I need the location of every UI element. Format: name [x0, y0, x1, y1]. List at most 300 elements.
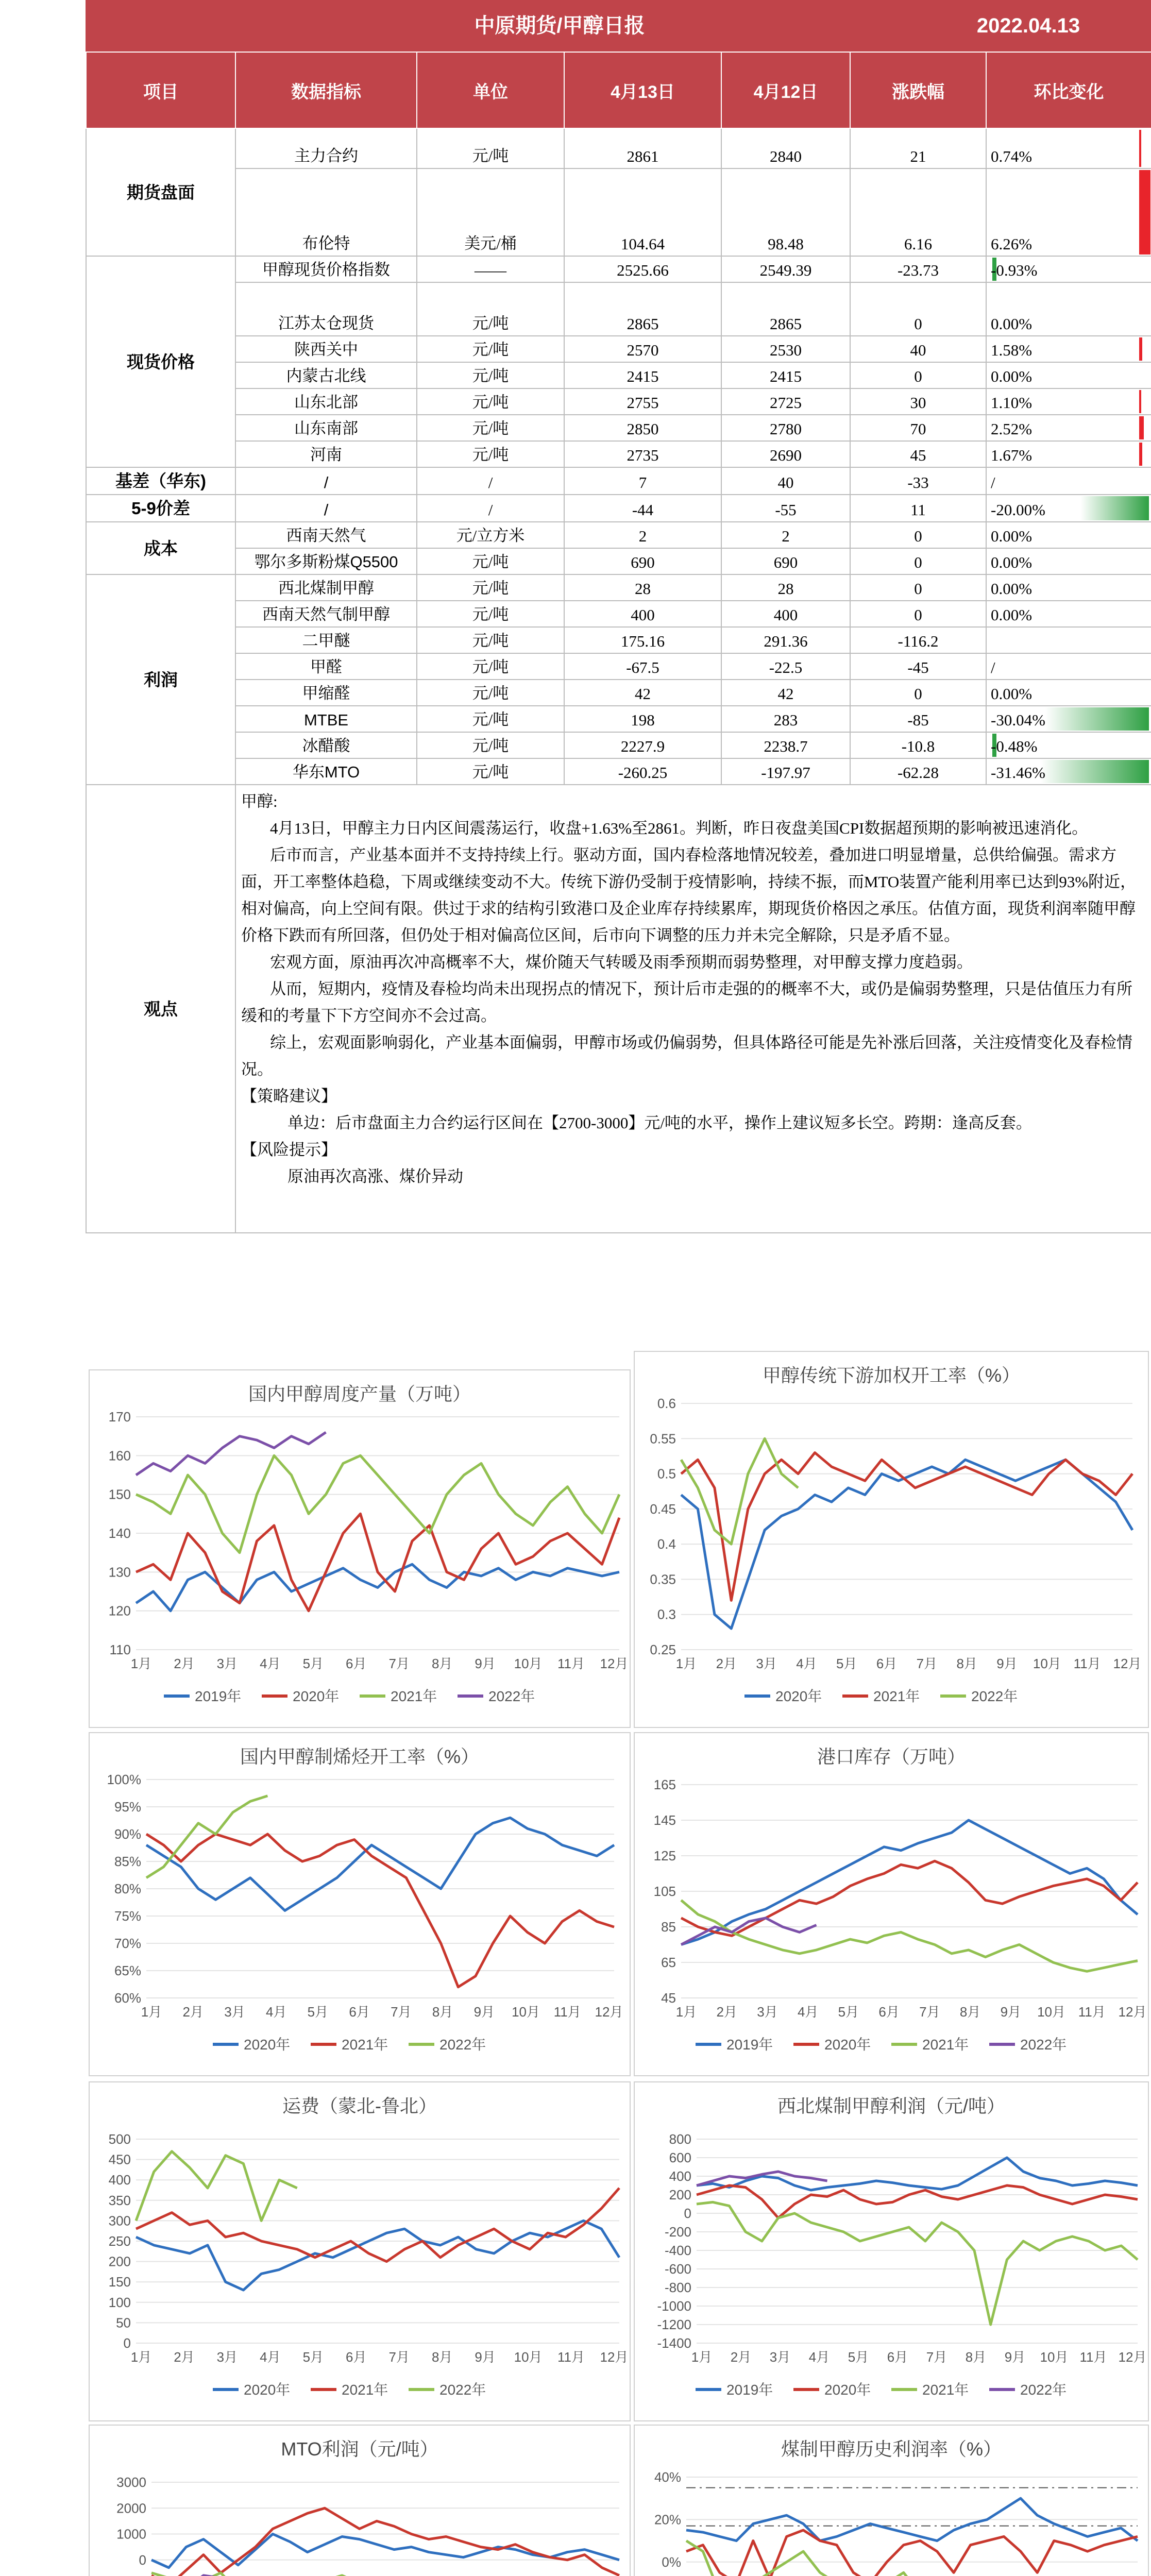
y-tick-label: 350 — [108, 2192, 131, 2208]
y-tick-label: 0.5 — [657, 1466, 676, 1482]
unit-cell: 元/吨 — [417, 732, 564, 758]
value-cell: 2238.7 — [721, 732, 850, 758]
table-row — [86, 168, 1151, 256]
chart-title: MTO利润（元/吨） — [281, 2438, 438, 2460]
chart-c1 — [89, 1369, 631, 1728]
x-tick-label: 4月 — [265, 2004, 287, 2020]
diff-cell: 0 — [850, 601, 986, 627]
y-tick-label: 0% — [662, 2554, 681, 2570]
table-row — [86, 415, 1151, 441]
chart-title: 西北煤制甲醇利润（元/吨） — [777, 2095, 1006, 2116]
unit-cell: 元/吨 — [417, 388, 564, 415]
value-cell: 2525.66 — [564, 256, 721, 282]
unit-cell: 元/吨 — [417, 653, 564, 680]
change-value: -30.04% — [991, 711, 1045, 729]
value-cell: 2780 — [721, 415, 850, 441]
x-tick-label: 5月 — [838, 2004, 859, 2020]
change-databar — [1139, 130, 1141, 167]
col-header: 项目 — [86, 52, 235, 128]
value-cell: 98.48 — [721, 168, 850, 256]
x-tick-label: 3月 — [769, 2349, 791, 2365]
value-cell: 2530 — [721, 336, 850, 362]
x-tick-label: 8月 — [956, 1656, 977, 1671]
y-tick-label: 2000 — [116, 2500, 146, 2516]
x-tick-label: 6月 — [887, 2349, 908, 2365]
table-row — [86, 653, 1151, 680]
table-row — [86, 441, 1151, 467]
series-line — [136, 2221, 619, 2290]
y-tick-label: 110 — [109, 1642, 131, 1657]
table-row — [86, 256, 1151, 282]
col-header: 涨跌幅 — [850, 52, 986, 128]
y-tick-label: 85 — [661, 1919, 676, 1935]
x-tick-label: 7月 — [916, 1656, 938, 1671]
y-tick-label: 95% — [114, 1799, 141, 1815]
y-tick-label: 100% — [107, 1772, 141, 1787]
table-row — [86, 467, 1151, 495]
value-cell: 400 — [721, 601, 850, 627]
value-cell: 42 — [721, 680, 850, 706]
y-tick-label: 170 — [108, 1409, 131, 1425]
y-tick-label: 0.35 — [650, 1571, 676, 1587]
x-tick-label: 11月 — [1073, 1656, 1101, 1671]
legend-label: 2022年 — [488, 1688, 535, 1704]
section-label: 利润 — [86, 574, 235, 785]
unit-cell: —— — [417, 256, 564, 282]
y-tick-label: 0 — [123, 2335, 131, 2351]
value-cell: 2850 — [564, 415, 721, 441]
change-value: 0.00% — [991, 367, 1032, 385]
y-tick-label: 0.55 — [650, 1431, 676, 1447]
indicator-cell: 甲醛 — [235, 653, 417, 680]
legend-label: 2021年 — [922, 2037, 969, 2053]
diff-cell: 6.16 — [850, 168, 986, 256]
x-tick-label: 2月 — [174, 2349, 195, 2365]
x-tick-label: 3月 — [757, 2004, 778, 2020]
legend-label: 2020年 — [244, 2382, 291, 2398]
chart-svg — [635, 1733, 1148, 2075]
change-cell — [986, 256, 1151, 282]
indicator-cell: 鄂尔多斯粉煤Q5500 — [235, 548, 417, 574]
value-cell: -260.25 — [564, 758, 721, 785]
y-tick-label: -1400 — [657, 2335, 691, 2351]
chart-c8 — [634, 2425, 1149, 2576]
change-cell — [986, 128, 1151, 168]
x-tick-label: 10月 — [1040, 2349, 1069, 2365]
series-line — [681, 1438, 798, 1544]
chart-svg — [635, 1352, 1148, 1727]
x-tick-label: 2月 — [716, 2004, 737, 2020]
change-value: -31.46% — [991, 764, 1045, 782]
section-label: 期货盘面 — [86, 128, 235, 256]
indicator-cell: 西南天然气 — [235, 522, 417, 548]
legend-label: 2020年 — [293, 1688, 340, 1704]
diff-cell: 0 — [850, 282, 986, 336]
change-cell — [986, 168, 1151, 256]
y-tick-label: 600 — [669, 2150, 691, 2165]
unit-cell: 元/吨 — [417, 282, 564, 336]
legend-label: 2021年 — [873, 1688, 920, 1704]
report-title: 中原期货/甲醇日报 — [474, 14, 645, 37]
series-line — [151, 2534, 619, 2568]
table-row — [86, 495, 1151, 522]
chart-c7 — [89, 2425, 631, 2576]
series-line — [151, 2573, 619, 2576]
chart-c3 — [89, 1732, 631, 2076]
legend-label: 2020年 — [824, 2037, 871, 2053]
unit-cell: 美元/桶 — [417, 168, 564, 256]
y-tick-label: 160 — [108, 1448, 131, 1464]
x-tick-label: 8月 — [432, 2004, 453, 2020]
y-tick-label: 0.6 — [657, 1396, 676, 1411]
value-cell: -22.5 — [721, 653, 850, 680]
change-cell — [986, 706, 1151, 732]
diff-cell: 11 — [850, 495, 986, 522]
value-cell: 2549.39 — [721, 256, 850, 282]
viewpoint-paragraph: 宏观方面，原油再次冲高概率不大，煤价随天气转暖及雨季预期而弱势整理，对甲醇支撑力度趋弱。 — [270, 953, 973, 971]
legend-label: 2022年 — [439, 2037, 486, 2053]
value-cell: 2570 — [564, 336, 721, 362]
change-cell — [986, 415, 1151, 441]
legend-label: 2021年 — [342, 2382, 388, 2398]
y-tick-label: 1000 — [116, 2526, 146, 2542]
y-tick-label: 40% — [654, 2469, 681, 2485]
x-tick-label: 10月 — [512, 2004, 540, 2020]
x-tick-label: 5月 — [836, 1656, 857, 1671]
y-tick-label: 500 — [108, 2131, 131, 2147]
value-cell: 2725 — [721, 388, 850, 415]
change-cell — [986, 653, 1151, 680]
y-tick-label: 125 — [653, 1848, 676, 1863]
unit-cell: 元/吨 — [417, 706, 564, 732]
x-tick-label: 10月 — [514, 2349, 543, 2365]
chart-svg — [635, 2082, 1148, 2420]
y-tick-label: 300 — [108, 2213, 131, 2229]
legend-label: 2021年 — [391, 1688, 437, 1704]
legend-label: 2022年 — [971, 1688, 1018, 1704]
value-cell: 40 — [721, 467, 850, 495]
y-tick-label: 80% — [114, 1881, 141, 1896]
y-tick-label: 90% — [114, 1826, 141, 1842]
viewpoint-paragraph: 单边：后市盘面主力合约运行区间在【2700-3000】元/吨的水平，操作上建议短多长空。跨期：逢高反套。 — [287, 1114, 1032, 1132]
y-tick-label: 450 — [108, 2151, 131, 2167]
series-line — [136, 2151, 297, 2221]
change-value: 1.58% — [991, 341, 1032, 359]
chart-title: 甲醇传统下游加权开工率（%） — [762, 1365, 1021, 1386]
x-tick-label: 12月 — [600, 2349, 629, 2365]
unit-cell: 元/吨 — [417, 574, 564, 601]
x-tick-label: 1月 — [141, 2004, 162, 2020]
change-cell — [986, 680, 1151, 706]
change-value: 0.00% — [991, 315, 1032, 333]
y-tick-label: 3000 — [116, 2475, 146, 2490]
table-row — [86, 574, 1151, 601]
change-value: 0.00% — [991, 606, 1032, 624]
value-cell: 2865 — [564, 282, 721, 336]
y-tick-label: 250 — [108, 2233, 131, 2249]
y-tick-label: 100 — [108, 2294, 131, 2310]
x-tick-label: 12月 — [600, 1656, 629, 1671]
x-tick-label: 8月 — [959, 2004, 981, 2020]
change-cell — [986, 441, 1151, 467]
change-cell — [986, 467, 1151, 495]
unit-cell: 元/吨 — [417, 680, 564, 706]
x-tick-label: 7月 — [388, 2349, 410, 2365]
diff-cell: 0 — [850, 574, 986, 601]
y-tick-label: 20% — [654, 2512, 681, 2528]
value-cell: -55 — [721, 495, 850, 522]
x-tick-label: 9月 — [473, 2004, 495, 2020]
diff-cell: 30 — [850, 388, 986, 415]
report-header-bar — [86, 0, 1151, 52]
x-tick-label: 9月 — [1004, 2349, 1026, 2365]
x-tick-label: 12月 — [1118, 2349, 1147, 2365]
x-tick-label: 11月 — [553, 2004, 581, 2020]
indicator-cell: 内蒙古北线 — [235, 362, 417, 388]
x-tick-label: 1月 — [675, 1656, 697, 1671]
table-row — [86, 548, 1151, 574]
unit-cell: 元/吨 — [417, 548, 564, 574]
x-tick-label: 5月 — [307, 2004, 329, 2020]
series-line — [136, 1514, 619, 1611]
y-tick-label: 0.4 — [657, 1536, 676, 1552]
change-cell — [986, 732, 1151, 758]
unit-cell: 元/吨 — [417, 128, 564, 168]
x-tick-label: 12月 — [1118, 2004, 1147, 2020]
col-header: 4月12日 — [721, 52, 850, 128]
indicator-cell: / — [235, 467, 417, 495]
x-tick-label: 6月 — [878, 2004, 900, 2020]
viewpoint-paragraph: 【策略建议】 — [241, 1087, 337, 1105]
change-cell — [986, 522, 1151, 548]
x-tick-label: 4月 — [797, 2004, 819, 2020]
viewpoint-paragraph: 【风险提示】 — [241, 1141, 337, 1159]
section-label: 基差（华东) — [86, 467, 235, 495]
change-value: 2.52% — [991, 420, 1032, 438]
x-tick-label: 3月 — [224, 2004, 245, 2020]
x-tick-label: 8月 — [965, 2349, 987, 2365]
x-tick-label: 10月 — [1032, 1656, 1061, 1671]
x-tick-label: 8月 — [431, 1656, 453, 1671]
legend-label: 2020年 — [775, 1688, 822, 1704]
value-cell: 690 — [721, 548, 850, 574]
change-value: 0.74% — [991, 147, 1032, 165]
diff-cell: 0 — [850, 522, 986, 548]
change-cell — [986, 601, 1151, 627]
indicator-cell: 西北煤制甲醇 — [235, 574, 417, 601]
col-header: 环比变化 — [986, 52, 1151, 128]
x-tick-label: 7月 — [388, 1656, 410, 1671]
unit-cell: / — [417, 495, 564, 522]
y-tick-label: 85% — [114, 1854, 141, 1869]
chart-title: 煤制甲醇历史利润率（%） — [781, 2438, 1002, 2460]
y-tick-label: -1200 — [657, 2317, 691, 2332]
value-cell: 2840 — [721, 128, 850, 168]
x-tick-label: 6月 — [346, 1656, 367, 1671]
change-databar — [1041, 760, 1149, 783]
table-row — [86, 362, 1151, 388]
x-tick-label: 9月 — [996, 1656, 1018, 1671]
value-cell: 198 — [564, 706, 721, 732]
change-value: 0.00% — [991, 685, 1032, 703]
value-cell: 2415 — [564, 362, 721, 388]
legend-label: 2019年 — [195, 1688, 242, 1704]
y-tick-label: 0.3 — [657, 1606, 676, 1622]
x-tick-label: 7月 — [391, 2004, 412, 2020]
diff-cell: 40 — [850, 336, 986, 362]
table-row — [86, 282, 1151, 336]
change-databar — [1045, 707, 1149, 731]
unit-cell: 元/立方米 — [417, 522, 564, 548]
viewpoint-paragraph: 原油再次高涨、煤价异动 — [287, 1167, 463, 1185]
legend-label: 2020年 — [244, 2037, 291, 2053]
viewpoint-text — [235, 785, 1151, 1233]
diff-cell: 45 — [850, 441, 986, 467]
viewpoint-paragraph: 从而，短期内，疫情及春检均尚未出现拐点的情况下，预计后市走强的的概率不大，或仍是偏弱势整理，只是估值压力有所缓和的考量下下方空间亦不会过高。 — [241, 980, 1132, 1025]
change-databar — [1139, 390, 1141, 413]
y-tick-label: 150 — [108, 1486, 131, 1502]
y-tick-label: -600 — [664, 2261, 691, 2277]
diff-cell: 70 — [850, 415, 986, 441]
x-tick-label: 11月 — [557, 1656, 585, 1671]
table-row — [86, 128, 1151, 168]
unit-cell: 元/吨 — [417, 601, 564, 627]
legend-label: 2019年 — [726, 2382, 773, 2398]
diff-cell: 0 — [850, 548, 986, 574]
change-cell — [986, 758, 1151, 785]
value-cell: 42 — [564, 680, 721, 706]
y-tick-label: 65% — [114, 1963, 141, 1978]
diff-cell: -33 — [850, 467, 986, 495]
x-tick-label: 6月 — [349, 2004, 370, 2020]
table-row — [86, 758, 1151, 785]
diff-cell: -10.8 — [850, 732, 986, 758]
y-tick-label: 0.45 — [650, 1501, 676, 1517]
indicator-cell: 甲醇现货价格指数 — [235, 256, 417, 282]
diff-cell: -62.28 — [850, 758, 986, 785]
table-row — [86, 336, 1151, 362]
x-tick-label: 2月 — [716, 1656, 737, 1671]
diff-cell: -23.73 — [850, 256, 986, 282]
unit-cell: 元/吨 — [417, 441, 564, 467]
value-cell: 7 — [564, 467, 721, 495]
value-cell: 2227.9 — [564, 732, 721, 758]
indicator-cell: 甲缩醛 — [235, 680, 417, 706]
legend-label: 2019年 — [726, 2037, 773, 2053]
value-cell: 175.16 — [564, 627, 721, 653]
x-tick-label: 9月 — [1000, 2004, 1022, 2020]
y-tick-label: -800 — [664, 2280, 691, 2295]
legend-label: 2021年 — [342, 2037, 388, 2053]
change-value: -20.00% — [991, 501, 1045, 519]
series-line — [681, 1918, 817, 1945]
table-header-row — [86, 52, 1151, 128]
value-cell: 2865 — [721, 282, 850, 336]
series-line — [136, 2188, 619, 2262]
x-tick-label: 4月 — [260, 2349, 281, 2365]
viewpoint-label: 观点 — [86, 785, 235, 1233]
change-cell — [986, 548, 1151, 574]
series-line — [146, 1796, 267, 1878]
unit-cell: 元/吨 — [417, 336, 564, 362]
chart-title: 国内甲醇制烯烃开工率（%） — [240, 1746, 480, 1767]
change-databar — [1139, 170, 1150, 255]
legend-label: 2022年 — [1020, 2382, 1067, 2398]
value-cell: -197.97 — [721, 758, 850, 785]
diff-cell: -45 — [850, 653, 986, 680]
y-tick-label: 0.25 — [650, 1642, 676, 1657]
series-line — [681, 1900, 1138, 1971]
section-label: 5-9价差 — [86, 495, 235, 522]
y-tick-label: 50 — [116, 2315, 131, 2331]
y-tick-label: 165 — [653, 1777, 676, 1792]
value-cell: 400 — [564, 601, 721, 627]
x-tick-label: 4月 — [796, 1656, 817, 1671]
change-databar — [1139, 337, 1142, 361]
value-cell: 283 — [721, 706, 850, 732]
x-tick-label: 11月 — [557, 2349, 585, 2365]
table-row — [86, 706, 1151, 732]
change-databar — [1080, 496, 1149, 520]
indicator-cell: / — [235, 495, 417, 522]
value-cell: 690 — [564, 548, 721, 574]
change-cell — [986, 495, 1151, 522]
diff-cell: -85 — [850, 706, 986, 732]
value-cell: 2 — [721, 522, 850, 548]
table-row — [86, 388, 1151, 415]
change-cell — [986, 362, 1151, 388]
indicator-cell: 布伦特 — [235, 168, 417, 256]
series-line — [136, 1432, 326, 1475]
change-value: 6.26% — [991, 235, 1032, 253]
y-tick-label: 140 — [108, 1526, 131, 1541]
diff-cell: 21 — [850, 128, 986, 168]
x-tick-label: 9月 — [475, 2349, 496, 2365]
x-tick-label: 1月 — [130, 1656, 152, 1671]
change-cell — [986, 336, 1151, 362]
y-tick-label: 800 — [669, 2131, 691, 2147]
y-tick-label: -1000 — [657, 2298, 691, 2314]
x-tick-label: 3月 — [756, 1656, 777, 1671]
indicator-cell: 河南 — [235, 441, 417, 467]
unit-cell: 元/吨 — [417, 758, 564, 785]
indicator-cell: 二甲醚 — [235, 627, 417, 653]
change-databar — [1139, 416, 1144, 439]
indicator-cell: 西南天然气制甲醇 — [235, 601, 417, 627]
legend-label: 2022年 — [1020, 2037, 1067, 2053]
viewpoint-row — [86, 785, 1151, 1233]
x-tick-label: 7月 — [919, 2004, 940, 2020]
change-value: / — [991, 473, 995, 492]
value-cell: 28 — [721, 574, 850, 601]
y-tick-label: 60% — [114, 1990, 141, 2006]
x-tick-label: 2月 — [174, 1656, 195, 1671]
x-tick-label: 2月 — [182, 2004, 204, 2020]
y-tick-label: 45 — [661, 1990, 676, 2006]
change-cell — [986, 627, 1151, 653]
x-tick-label: 9月 — [475, 1656, 496, 1671]
value-cell: 2415 — [721, 362, 850, 388]
chart-c6 — [634, 2081, 1149, 2421]
x-tick-label: 1月 — [130, 2349, 152, 2365]
diff-cell: -116.2 — [850, 627, 986, 653]
indicator-cell: MTBE — [235, 706, 417, 732]
indicator-cell: 山东北部 — [235, 388, 417, 415]
y-tick-label: 75% — [114, 1908, 141, 1924]
x-tick-label: 5月 — [848, 2349, 869, 2365]
viewpoint-paragraph: 后市而言，产业基本面并不支持持续上行。驱动方面，国内春检落地情况较差，叠加进口明显增量，总供给偏强。需求方面，开工率整体趋稳，下周或继续变动不大。传统下游仍受制于疫情影响，持续不振，而MTO装置产能利用率已达到93%附近，相对偏高，向上空间有限。供过于求的结构引致港口及企业库存持续累库，期现货价格因之承压。估值方面，现货利润率随甲醇价格下跌而有所回落，但仍处于相对偏高位区间，后市向下调整的压力并未完全解除，只是矛盾不显。 — [241, 846, 1137, 944]
y-tick-label: 120 — [108, 1603, 131, 1619]
